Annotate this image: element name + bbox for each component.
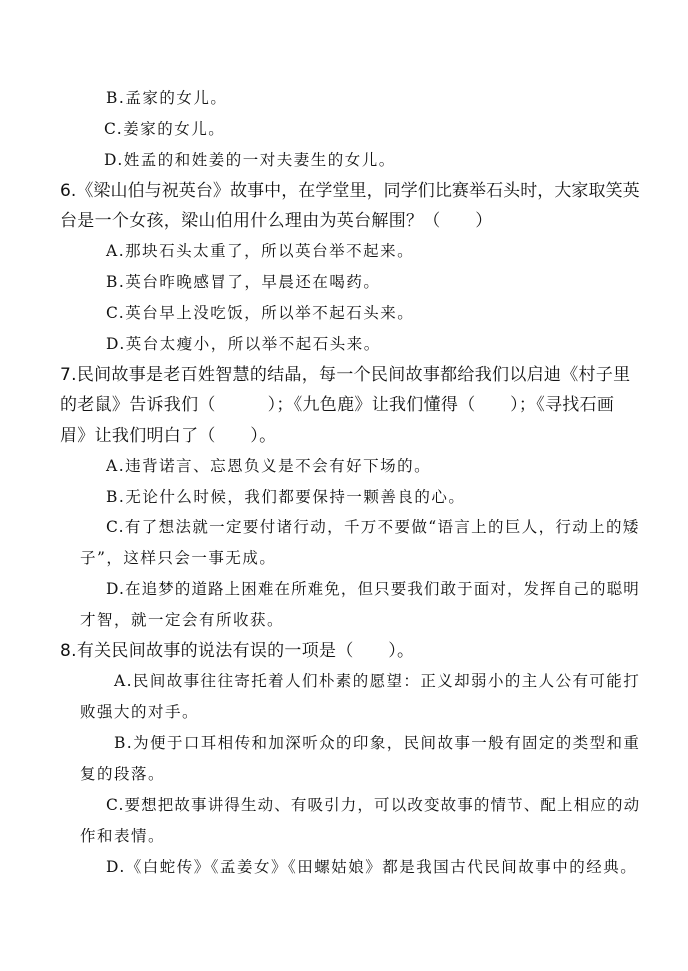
q7-option-d-line-2: 才智，就一定会有所收获。	[80, 611, 285, 629]
q7-option-c-line-1: C.有了想法就一定要付诸行动，千万不要做“语言上的巨人，行动上的矮	[106, 518, 640, 536]
q7-option-a: A.违背诺言、忘恩负义是不会有好下场的。	[106, 457, 432, 475]
q6-option-b: B.英台昨晚感冒了，早晨还在喝药。	[106, 273, 381, 291]
q7-stem-line-1: 7.民间故事是老百姓智慧的结晶，每一个民间故事都给我们以启迪《村子里	[60, 365, 631, 385]
q7-option-b: B.无论什么时候，我们都要保持一颗善良的心。	[106, 488, 466, 506]
q8-option-c-line-1: C.要想把故事讲得生动、有吸引力，可以改变故事的情节、配上相应的动	[106, 796, 641, 814]
q8-option-b-line-2: 复的段落。	[80, 765, 166, 783]
q8-option-a-line-2: 败强大的对手。	[80, 703, 200, 721]
q7-option-c-line-2: 子”，这样只会一事无成。	[80, 549, 277, 567]
q6-stem-line-1: 6.《梁山伯与祝英台》故事中，在学堂里，同学们比赛举石头时，大家取笑英	[60, 181, 640, 201]
q8-option-c-line-2: 作和表情。	[80, 827, 166, 845]
q5-option-d: D.姓孟的和姓姜的一对夫妻生的女儿。	[104, 151, 396, 169]
q7-stem-line-3: 眉》让我们明白了（ ）。	[60, 426, 277, 446]
q6-option-c: C.英台早上没吃饭，所以举不起石头来。	[106, 304, 415, 322]
q8-option-a-line-1: A.民间故事往往寄托着人们朴素的愿望：正义却弱小的主人公有可能打	[114, 672, 641, 690]
q8-stem: 8.有关民间故事的说法有误的一项是（ ）。	[60, 641, 415, 661]
q6-stem-line-2: 台是一个女孩，梁山伯用什么理由为英台解围？（ ）	[60, 211, 493, 231]
q7-stem-line-2: 的老鼠》告诉我们（ ）；《九色鹿》让我们懂得（ ）；《寻找石画	[60, 395, 615, 415]
q6-option-a: A.那块石头太重了，所以英台举不起来。	[106, 242, 415, 260]
q5-option-c: C.姜家的女儿。	[104, 120, 226, 138]
q6-option-d: D.英台太瘦小，所以举不起石头来。	[106, 335, 381, 353]
q8-option-b-line-1: B.为便于口耳相传和加深听众的印象，民间故事一般有固定的类型和重	[114, 734, 641, 752]
q7-option-d-line-1: D.在追梦的道路上困难在所难免，但只要我们敢于面对，发挥自己的聪明	[106, 580, 640, 598]
q5-option-b: B.孟家的女儿。	[106, 89, 228, 107]
q8-option-d: D.《白蛇传》《孟姜女》《田螺姑娘》都是我国古代民间故事中的经典。	[106, 858, 638, 876]
